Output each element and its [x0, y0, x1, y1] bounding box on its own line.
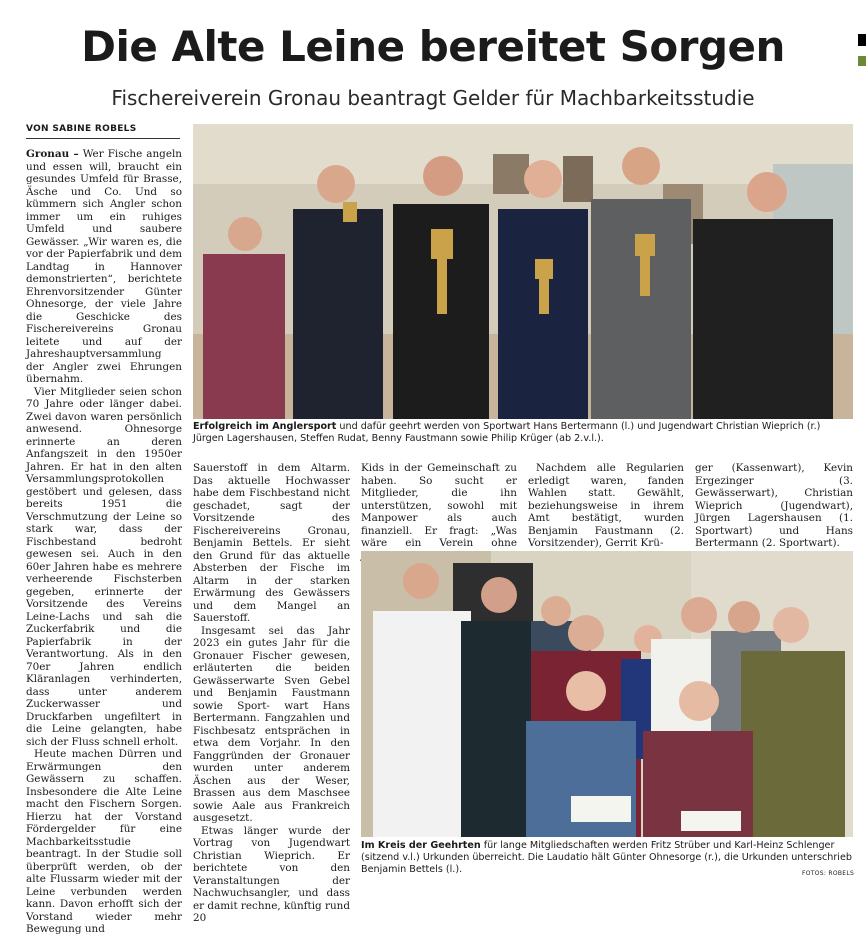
page-edge-mark	[858, 34, 866, 46]
paragraph: Vier Mitglieder seien schon 70 Jahre oder länger dabei. Zwei davon waren persönlich anwesend. Ohnesorge erinnerte an deren Anfangszeit in den 1950er Jahren. Er hat in den alten Versammlungsprotokollen gestöbert und gelesen, dass bereits 1951 die Verschmutzung der Leine so stark war, dass der Fischbestand bedroht gewesen sei. Auch in den 60er Jahren habe es mehrere verheerende Fischsterben gegeben, erinnerte der Vorsitzende des Vereins Leine-Lachs und sah die Zuckerfabrik und die Papierfabrik in der Verantwortung. Als in den 70er Jahren endlich Kläranlagen verhinderten, dass unter anderem Zuckerwasser und Druckfarben ungefiltert in die Leine gelangten, habe sich der Fluss schnell erholt.	[26, 385, 182, 748]
photo-caption-1	[193, 421, 853, 447]
photo-credit: FOTOS: ROBELS	[802, 870, 855, 877]
byline-divider	[26, 138, 180, 139]
photo-group-image	[193, 124, 853, 419]
paragraph: Sauerstoff in dem Altarm. Das aktuelle Hochwasser habe dem Fischbestand nicht geschadet, sagt der Vorsitzende des Fischereivereins Gronau, Benjamin Bettels. Er sieht den Grund für das aktuelle Absterben der Fische im Altarm in der starken Erwärmung des Gewässers und dem Mangel an Sauerstoff.	[193, 462, 350, 624]
paragraph: Insgesamt sei das Jahr 2023 ein gutes Jahr für die Gronauer Fischer gewesen, erläuterten die beiden Gewässerwarte Sven Gebel und Benjamin Faustmann sowie Sport- wart Hans Bertermann. Fangzahlen und Fischbesatz entsprächen in etwa dem Vorjahr. In den Fanggründen der Gronauer wurden unter anderem Äschen aus der Weser, Brassen aus dem Maschsee sowie Aale aus Frankreich ausgesetzt.	[193, 624, 350, 824]
caption-text: und dafür geehrt werden von Sportwart Hans Bertermann (l.) und Jugendwart Christian Wieprich (r.) Jürgen Lagershausen, Steffen Rudat, Benny Faustmann sowie Philip Krüger (ab 2.v.l.).	[193, 421, 821, 444]
dateline: Gronau –	[26, 148, 79, 160]
byline: VON SABINE ROBELS	[26, 124, 137, 134]
caption-lead: Im Kreis der Geehrten	[361, 840, 481, 851]
photo-long-membership-honorees	[361, 551, 853, 837]
article-column-4	[528, 462, 684, 549]
paragraph	[26, 148, 182, 386]
caption-text: für lange Mitgliedschaften werden Fritz Strüber und Karl-Heinz Schlenger (sitzend v.l.) Urkunden überreicht. Die Laudatio hält Günter Ohnesorge (r.), die Urkunden unterschrieb Benjamin Bettels (l.).	[361, 840, 852, 875]
article-headline: Die Alte Leine bereitet Sorgen	[81, 22, 785, 71]
paragraph: Kids in der Gemeinschaft zu haben. So sucht er Mitglieder, die ihn unterstützen, sowohl mit Manpower als auch finanziell. Er fragt: „Was wäre ein Verein ohne	[361, 462, 517, 549]
photo-honorees-anglersport	[193, 124, 853, 419]
photo-caption-2	[361, 840, 853, 878]
paragraph: Heute machen Dürren und Erwärmungen den Gewässern zu schaffen. Insbesondere die Alte Leine macht den Fischern Sorgen. Hierzu hat der Vorstand Fördergelder für eine Machbarkeitsstudie beantragt. In der Studie soll überprüft werden, ob der alte Flussarm wieder mit der Leine verbunden werden kann. Davon erhofft sich der Vorstand wieder mehr Bewegung und	[26, 748, 182, 935]
article-column-3	[361, 462, 517, 549]
article-column-1	[26, 148, 182, 935]
page-edge-mark	[858, 56, 866, 66]
paragraph: ger (Kassenwart), Kevin Ergezinger (3. Gewässerwart), Christian Wieprich (Jugendwart), Jürgen Lagershausen (1. Sportwart) und Hans Bertermann (2. Sportwart).	[695, 462, 853, 549]
article-subheadline: Fischereiverein Gronau beantragt Gelder für Machbarkeitsstudie	[111, 86, 755, 110]
photo-group-image-2	[361, 551, 853, 837]
article-column-2	[193, 462, 350, 924]
paragraph-text: Wer Fische angeln und essen will, braucht ein gesundes Umfeld für Brasse, Äsche und Co. Und so kümmern sich Angler schon immer um ein ruhiges Umfeld und saubere Gewässer. „Wir waren es, die vor der Papierfabrik und dem Landtag in Hannover demonstrierten“, berichtete Ehrenvorsitzender Günter Ohnesorge, der viele Jahre die Geschicke des Fischereivereins Gronau leitete und auf der Jahreshauptversammlung der Angler zwei Ehrungen übernahm.	[26, 148, 182, 385]
caption-lead: Erfolgreich im Anglersport	[193, 421, 337, 432]
article-column-5	[695, 462, 853, 549]
paragraph: Nachdem alle Regularien erledigt waren, fanden Wahlen statt. Gewählt, beziehungsweise in ihrem Amt bestätigt, wurden Benjamin Faustmann (2. Vorsitzender), Gerrit Krü-	[528, 462, 684, 549]
paragraph: Etwas länger wurde der Vortrag von Jugendwart Christian Wieprich. Er berichtete von den Veranstaltungen der Nachwuchsangler, und dass er damit rechne, künftig rund 20	[193, 824, 350, 924]
